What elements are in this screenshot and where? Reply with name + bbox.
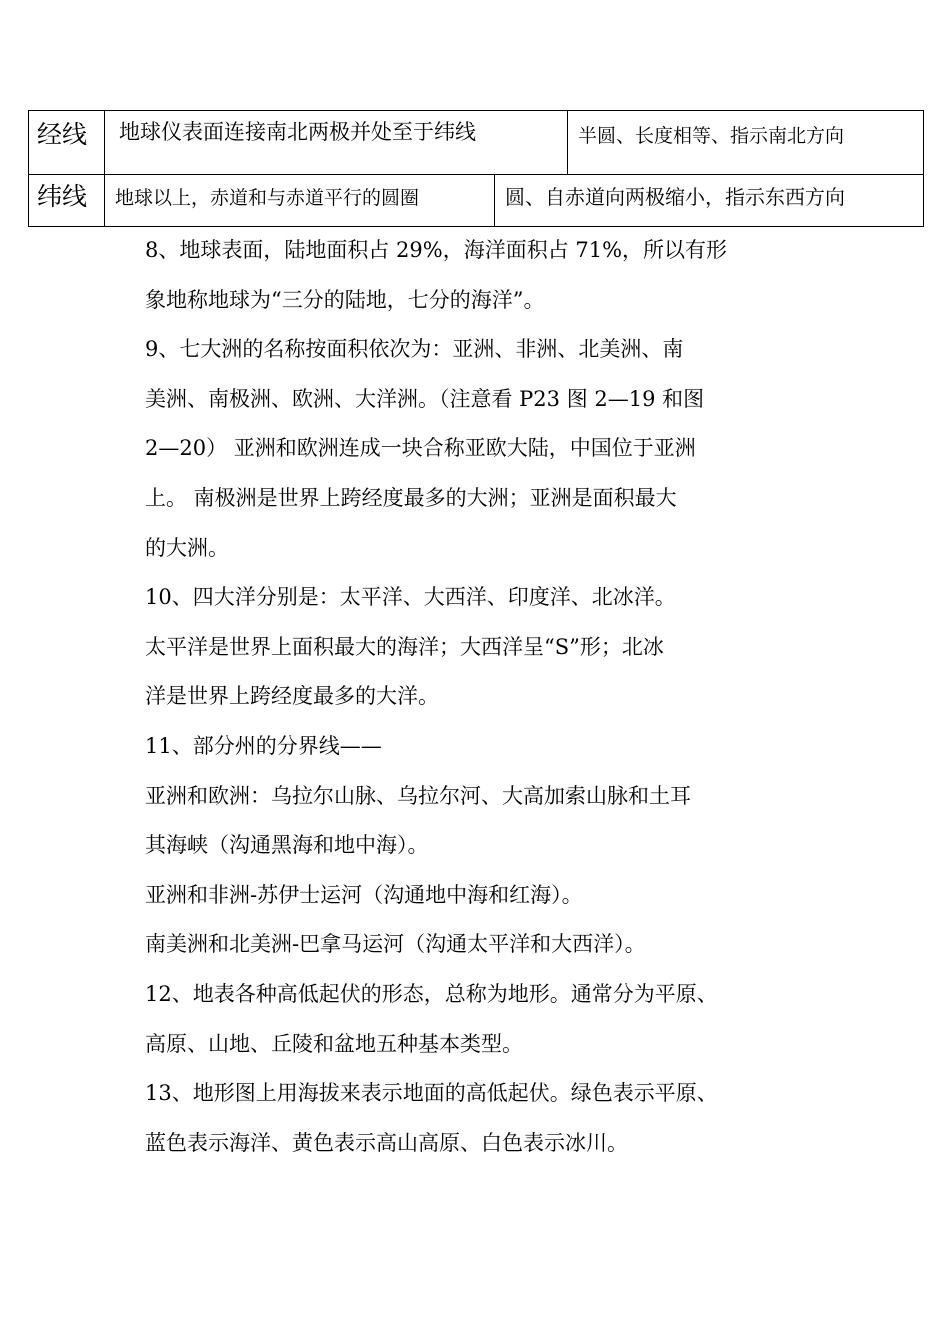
text-line: 10、四大洋分别是：太平洋、大西洋、印度洋、北冰洋。	[145, 585, 676, 610]
text-line: 上。 南极洲是世界上跨经度最多的大洲；亚洲是面积最大	[145, 485, 677, 510]
text-line: 象地称地球为“三分的陆地，七分的海洋”。	[145, 287, 545, 312]
latitude-definition: 地球以上，赤道和与赤道平行的圆圈	[105, 175, 495, 226]
text-line: 13、地形图上用海拔来表示地面的高低起伏。绿色表示平原、	[145, 1081, 718, 1106]
text-line: 其海峡（沟通黑海和地中海）。	[145, 833, 429, 858]
text-line: 的大洲。	[145, 535, 229, 560]
table-row-longitude	[29, 111, 923, 175]
text-line: 高原、山地、丘陵和盆地五种基本类型。	[145, 1031, 523, 1056]
text-line: 8、地球表面，陆地面积占 29%，海洋面积占 71%，所以有形	[145, 238, 728, 262]
text-line: 南美洲和北美洲-巴拿马运河（沟通太平洋和大西洋）。	[145, 932, 646, 957]
row-header-longitude: 经线	[29, 111, 105, 174]
longitude-traits: 半圆、长度相等、指示南北方向	[578, 125, 845, 147]
text-line: 美洲、南极洲、欧洲、大洋洲。（注意看 P23 图 2—19 和图	[145, 386, 705, 411]
text-line: 亚洲和非洲-苏伊士运河（沟通地中海和红海）。	[145, 882, 583, 907]
table-row-latitude	[29, 175, 923, 226]
longitude-definition: 地球仪表面连接南北两极并处至于纬线	[105, 111, 568, 174]
text-line: 亚洲和欧洲：乌拉尔山脉、乌拉尔河、大高加索山脉和土耳	[145, 783, 691, 808]
text-line: 太平洋是世界上面积最大的海洋；大西洋呈“S”形；北冰	[145, 634, 664, 659]
text-line: 9、七大洲的名称按面积依次为：亚洲、非洲、北美洲、南	[145, 337, 684, 362]
latitude-traits: 圆、自赤道向两极缩小，指示东西方向	[505, 185, 845, 209]
row-header-latitude: 纬线	[29, 175, 105, 226]
lines-comparison-table	[28, 110, 924, 227]
text-line: 12、地表各种高低起伏的形态，总称为地形。通常分为平原、	[145, 981, 718, 1006]
text-line: 蓝色表示海洋、黄色表示高山高原、白色表示冰川。	[145, 1130, 628, 1155]
text-line: 2—20） 亚洲和欧洲连成一块合称亚欧大陆，中国位于亚洲	[145, 436, 696, 461]
notes-body	[145, 226, 825, 1168]
text-line: 洋是世界上跨经度最多的大洋。	[145, 684, 439, 709]
text-line: 11、部分州的分界线——	[145, 733, 382, 758]
